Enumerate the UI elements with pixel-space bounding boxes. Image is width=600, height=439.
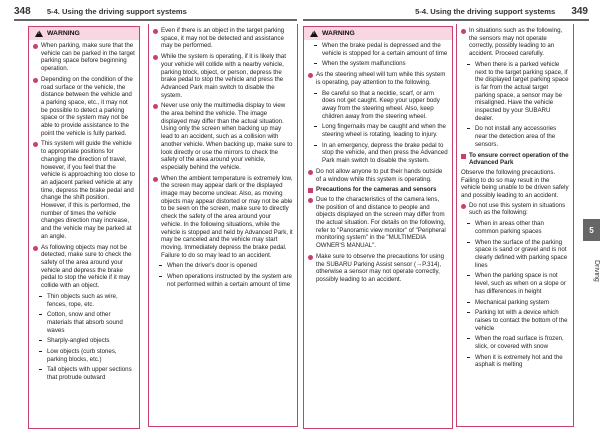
sub-item: Cotton, snow and other materials that absorb sound waves bbox=[33, 311, 135, 334]
section-text: Observe the following precautions. Failing to do so may result in the vehicle being unable to be driven safely and possibly leading to an accident. bbox=[461, 168, 569, 200]
list-item: This system will guide the vehicle to appropriate positions for changing the direction of travel, however, if you feel that the vehicle is approaching too close to an adjacent parked vehicle at any time, depress the brake pedal and change the shift position. However, if this is performed, the number of times the vehicle changes direction may increase, and the vehicle may be parked at an angle. bbox=[33, 140, 135, 240]
sub-item: When it is extremely hot and the asphalt is melting bbox=[461, 354, 569, 369]
list-item: While the system is operating, if it is likely that your vehicle will collide with a nearby vehicle, parking block, object, or person, depress the brake pedal to stop the vehicle and press the Advanced Park main switch to disable the system. bbox=[153, 53, 293, 99]
sub-item: Do not install any accessories near the detection area of the sensors. bbox=[461, 125, 569, 148]
sub-item: Thin objects such as wire, fences, rope, etc. bbox=[33, 293, 135, 308]
warning-box-col1 bbox=[28, 26, 140, 429]
list-item: Make sure to observe the precautions for using the SUBARU Parking Assist sensor (→P.314), otherwise a sensor may not operate correctly, possibly leading to an accident. bbox=[308, 253, 448, 284]
list-item: As the steering wheel will turn while this system is operating, pay attention to the following. bbox=[308, 71, 448, 86]
sub-item: When the surface of the parking space is sand or gravel and is not clearly defined with parking space lines bbox=[461, 239, 569, 270]
right-header-rule bbox=[303, 19, 589, 21]
sub-item: When the system malfunctions bbox=[308, 60, 448, 68]
section-heading: Precautions for the cameras and sensors bbox=[308, 186, 448, 194]
list-item: Depending on the condition of the road surface or the vehicle, the distance between the vehicle and a parking space, etc., it may not be possible to detect a parking space or the system may not be able to provide assistance to the point the vehicle is fully parked. bbox=[33, 76, 135, 138]
list-item: Do not use this system in situations such as the following: bbox=[461, 202, 569, 217]
left-header-rule bbox=[14, 19, 297, 21]
left-chapter-title: 5-4. Using the driving support systems bbox=[46, 7, 187, 16]
left-page-number: 348 bbox=[14, 6, 31, 17]
warning-label: WARNING bbox=[47, 30, 80, 37]
sub-item: When the parking space is not level, such as when on a slope or has differences in height bbox=[461, 272, 569, 295]
section-heading: To ensure correct operation of the Advanced Park bbox=[461, 152, 569, 167]
sub-item: When the brake pedal is depressed and the vehicle is stopped for a certain amount of time bbox=[308, 42, 448, 57]
warning-header bbox=[29, 27, 139, 40]
sub-item: When there is a parked vehicle next to the target parking space, if the displayed target parking space is far from the actual target parking space, a sensor may be misaligned. Have the vehicle inspected by your SUBARU dealer. bbox=[461, 61, 569, 123]
list-item: In situations such as the following, the sensors may not operate correctly, possibly leading to an accident. Proceed carefully. bbox=[461, 27, 569, 58]
sub-item: Tall objects with upper sections that protrude outward bbox=[33, 366, 135, 381]
list-item: When parking, make sure that the vehicle can be parked in the target parking space before beginning operation. bbox=[33, 42, 135, 73]
chapter-tab: 5 bbox=[583, 219, 600, 241]
list-item: When the ambient temperature is extremely low, the screen may appear dark or the displayed image may become unclear. Also, as moving objects may appear distorted or may not be able to be seen on the screen, make sure to directly check the safety of the area around your vehicle. In the following situations, while the vehicle is stopped and held by Advanced Park, it may be canceled and the vehicle may start moving. Immediately depress the brake pedal. Failure to do so may lead to an accident. bbox=[153, 175, 293, 260]
right-page-header bbox=[415, 6, 588, 17]
warning-header bbox=[304, 27, 452, 40]
sub-item: When operations instructed by the system are not performed within a certain amount of time bbox=[153, 273, 293, 288]
sub-item: Mechanical parking system bbox=[461, 299, 569, 307]
warning-box-col3 bbox=[303, 26, 453, 429]
sub-item: Low objects (curb stones, parking blocks, etc.) bbox=[33, 348, 135, 363]
sub-item: When the driver's door is opened bbox=[153, 262, 293, 270]
sub-item: In an emergency, depress the brake pedal to stop the vehicle, and then press the Advanced Park main switch to disable the system. bbox=[308, 142, 448, 165]
sub-item: Long fingernails may be caught and when the steering wheel is rotating, leading to injury. bbox=[308, 123, 448, 138]
sub-item: When in areas other than common parking spaces bbox=[461, 220, 569, 235]
warning-icon: ! bbox=[35, 30, 43, 37]
list-item: As following objects may not be detected, make sure to check the safety of the area around your vehicle and depress the brake pedal to stop the vehicle if it may collide with an object. bbox=[33, 244, 135, 290]
list-item: Even if there is an object in the target parking space, it may not be detected and assistance may be performed. bbox=[153, 27, 293, 50]
warning-icon: ! bbox=[310, 30, 318, 37]
right-page-number: 349 bbox=[571, 6, 588, 17]
sub-item: Parking lot with a device which raises to contact the bottom of the vehicle bbox=[461, 309, 569, 332]
sub-item: Be careful so that a necktie, scarf, or arm does not get caught. Keep your upper body away from the steering wheel. Also, keep children away from the steering wheel. bbox=[308, 90, 448, 121]
list-item: Do not allow anyone to put their hands outside of a window while this system is operating. bbox=[308, 168, 448, 183]
right-chapter-title: 5-4. Using the driving support systems bbox=[415, 7, 556, 16]
chapter-label: Driving bbox=[593, 260, 600, 282]
sub-item: When the road surface is frozen, slick, or covered with snow bbox=[461, 335, 569, 350]
warning-label: WARNING bbox=[322, 30, 355, 37]
sub-item: Sharply-angled objects bbox=[33, 337, 135, 345]
list-item: Never use only the multimedia display to view the area behind the vehicle. The image displayed may differ than the actual situation. Using only the screen when backing up may lead to an accident, such as a collision with another vehicle. When backing up, make sure to look directly or use the mirrors to check the safety of the area around your vehicle, especially behind the vehicle. bbox=[153, 102, 293, 171]
warning-box-col4 bbox=[456, 24, 574, 427]
list-item: Due to the characteristics of the camera lens, the position of and distance to people and objects displayed on the screen may differ from the actual situation. For details on the following, refer to "Panoramic view monitor" of "Peripheral monitoring system" in the "MULTIMEDIA OWNER'S MANUAL". bbox=[308, 196, 448, 250]
left-page-header bbox=[14, 6, 187, 17]
warning-box-col2 bbox=[148, 24, 298, 427]
